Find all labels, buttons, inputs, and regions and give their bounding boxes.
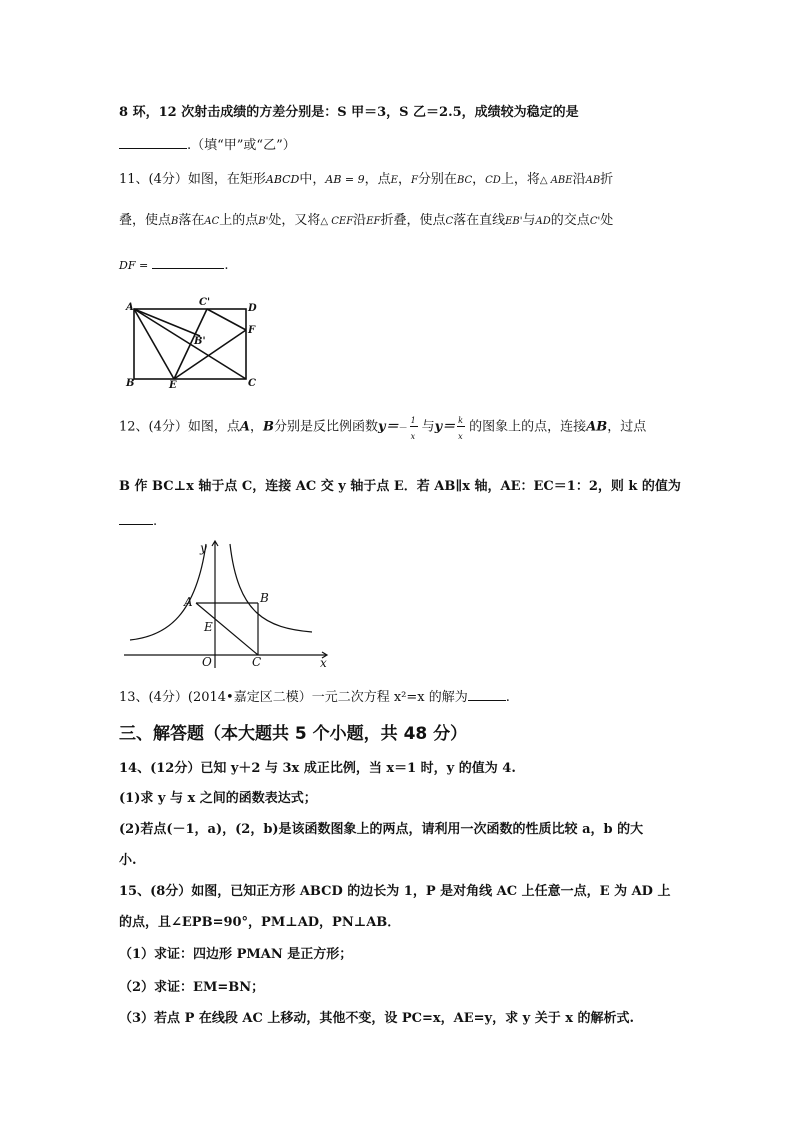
math-minus: － xyxy=(398,423,408,434)
math-eb-prime: EB' xyxy=(505,216,523,227)
q13-text: . xyxy=(505,690,510,705)
label-b: B xyxy=(260,591,269,605)
q11-text: . xyxy=(224,258,229,273)
fraction-bar xyxy=(410,426,418,427)
label-x: x xyxy=(320,656,327,670)
math-bc: BC xyxy=(456,175,473,186)
fraction-denominator: x xyxy=(410,432,416,441)
hyperbola-left xyxy=(130,544,206,640)
math-triangle-cef: △ CEF xyxy=(320,216,354,227)
math-ad: AD xyxy=(535,216,551,227)
fraction-k-over-x xyxy=(455,412,469,442)
q11-text: 上，将 xyxy=(500,172,540,187)
label-y: y xyxy=(200,541,207,555)
label-f: F xyxy=(248,325,256,336)
fraction-numerator: 1 xyxy=(410,416,416,425)
q11-text: 落在直线 xyxy=(453,213,506,228)
q11-text: 折叠，使点 xyxy=(380,213,446,228)
answer-blank[interactable] xyxy=(119,510,153,525)
q11-text: 处 xyxy=(600,213,614,228)
q11-text: ，点 xyxy=(364,172,391,187)
q14-line4: 小. xyxy=(119,853,137,868)
label-a: A xyxy=(184,595,193,609)
math-b-prime: B' xyxy=(258,216,269,227)
q12-line3 xyxy=(119,510,157,531)
label-a: A xyxy=(126,302,134,313)
q11-text: ， xyxy=(397,172,411,187)
answer-blank[interactable] xyxy=(468,686,506,701)
q11-text: 分别在 xyxy=(417,172,457,187)
q11-line3 xyxy=(119,254,228,275)
q12-line1 xyxy=(119,412,646,448)
q14-line1: 14、(12分）已知 y＋2 与 3x 成正比例，当 x＝1 时，y 的值为 4. xyxy=(119,761,516,776)
q11-text: 叠，使点 xyxy=(119,213,172,228)
q11-text: 处，又将 xyxy=(268,213,321,228)
q12-text: 的图象上的点，连接 xyxy=(469,419,587,435)
label-b: B xyxy=(126,378,135,389)
label-c: C xyxy=(252,655,262,669)
math-e: E xyxy=(390,175,398,186)
math-y-equals: y＝ xyxy=(434,419,456,435)
q10-line2 xyxy=(119,134,296,155)
q11-text: 11、(4分）如图，在矩形 xyxy=(119,172,266,187)
q12-text: ，过点 xyxy=(607,419,647,435)
fraction-numerator: k xyxy=(458,416,464,425)
math-c-prime: C' xyxy=(589,216,601,227)
q11-text: 的交点 xyxy=(550,213,590,228)
q11-figure xyxy=(118,292,268,392)
q12-figure xyxy=(118,536,340,672)
q10-line1: 8 环，12 次射击成绩的方差分别是：S 甲＝3，S 乙＝2.5，成绩较为稳定的是 xyxy=(119,105,579,120)
q11-figure-lines xyxy=(134,309,246,379)
q12-text: 与 xyxy=(421,419,435,435)
q15-line1: 15、(8分）如图，已知正方形 ABCD 的边长为 1，P 是对角线 AC 上任意一点，E 为 AD 上 xyxy=(119,884,671,899)
q12-text: 12、(4分）如图，点 xyxy=(119,419,240,435)
label-c: C xyxy=(248,378,256,389)
q13-text: 13、(4分）(2014•嘉定区二模）一元二次方程 x²=x 的解为 xyxy=(119,690,468,705)
q11-text: 沿 xyxy=(572,172,586,187)
label-e: E xyxy=(204,620,213,634)
q12-text: 分别是反比例函数 xyxy=(274,419,379,435)
math-y-equals: y＝ xyxy=(378,419,399,435)
fraction-denominator: x xyxy=(458,432,463,441)
math-ab: AB xyxy=(585,175,601,186)
fraction-bar xyxy=(457,426,465,427)
q15-line3: （1）求证：四边形 PMAN 是正方形； xyxy=(119,947,353,962)
answer-blank[interactable] xyxy=(119,134,187,149)
label-e: E xyxy=(169,380,177,391)
q11-text: 中， xyxy=(299,172,326,187)
q11-text: 沿 xyxy=(353,213,367,228)
math-ab-9: AB = 9 xyxy=(325,173,365,186)
q14-line2: (1)求 y 与 x 之间的函数表达式； xyxy=(119,791,317,806)
q10-line2-suffix: .（填“甲”或“乙”） xyxy=(187,138,296,153)
label-b-prime: B' xyxy=(194,336,206,347)
q12-text: ， xyxy=(249,419,263,435)
math-df: DF = xyxy=(119,259,149,272)
math-c: C xyxy=(445,216,454,227)
q15-line5: （3）若点 P 在线段 AC 上移动，其他不变，设 PC=x，AE=y，求 y 关于 x 的解析式. xyxy=(119,1011,635,1026)
math-abcd: ABCD xyxy=(265,173,300,186)
math-a: A xyxy=(239,419,250,435)
math-ac: AC xyxy=(204,216,220,227)
label-d: D xyxy=(248,303,257,314)
q15-line4: （2）求证：EM=BN； xyxy=(119,980,265,995)
math-triangle-abe: △ ABE xyxy=(539,175,573,186)
math-ab: AB xyxy=(586,419,608,435)
math-b: B xyxy=(171,216,179,227)
q11-text: 上的点 xyxy=(219,213,259,228)
q11-text: 与 xyxy=(522,213,536,228)
q13-line xyxy=(119,686,510,707)
fraction-1-over-x xyxy=(408,412,422,442)
label-o: O xyxy=(202,655,212,669)
section-title: 三、解答题（本大题共 5 个小题，共 48 分） xyxy=(119,724,468,744)
q11-text: 折 xyxy=(600,172,614,187)
math-cd: CD xyxy=(485,175,501,186)
label-c-prime: C' xyxy=(199,297,211,308)
hyperbola-right xyxy=(230,544,312,632)
q12-line2: B 作 BC⊥x 轴于点 C，连接 AC 交 y 轴于点 E．若 AB∥x 轴，AE：EC＝1：2，则 k 的值为 xyxy=(119,479,681,494)
math-ef: EF xyxy=(366,216,381,227)
math-f: F xyxy=(410,175,418,186)
q11-line2 xyxy=(119,212,613,231)
q11-text: ， xyxy=(472,172,486,187)
answer-blank[interactable] xyxy=(152,254,224,269)
math-b: B xyxy=(263,419,274,435)
q11-line1 xyxy=(119,171,613,190)
q12-text: . xyxy=(153,514,158,529)
q14-line3: (2)若点(－1，a)，(2，b)是该函数图象上的两点，请利用一次函数的性质比较 a，b 的大 xyxy=(119,822,644,837)
q11-text: 落在 xyxy=(178,213,205,228)
q15-line2: 的点，且∠EPB=90°，PM⊥AD，PN⊥AB． xyxy=(119,915,401,930)
